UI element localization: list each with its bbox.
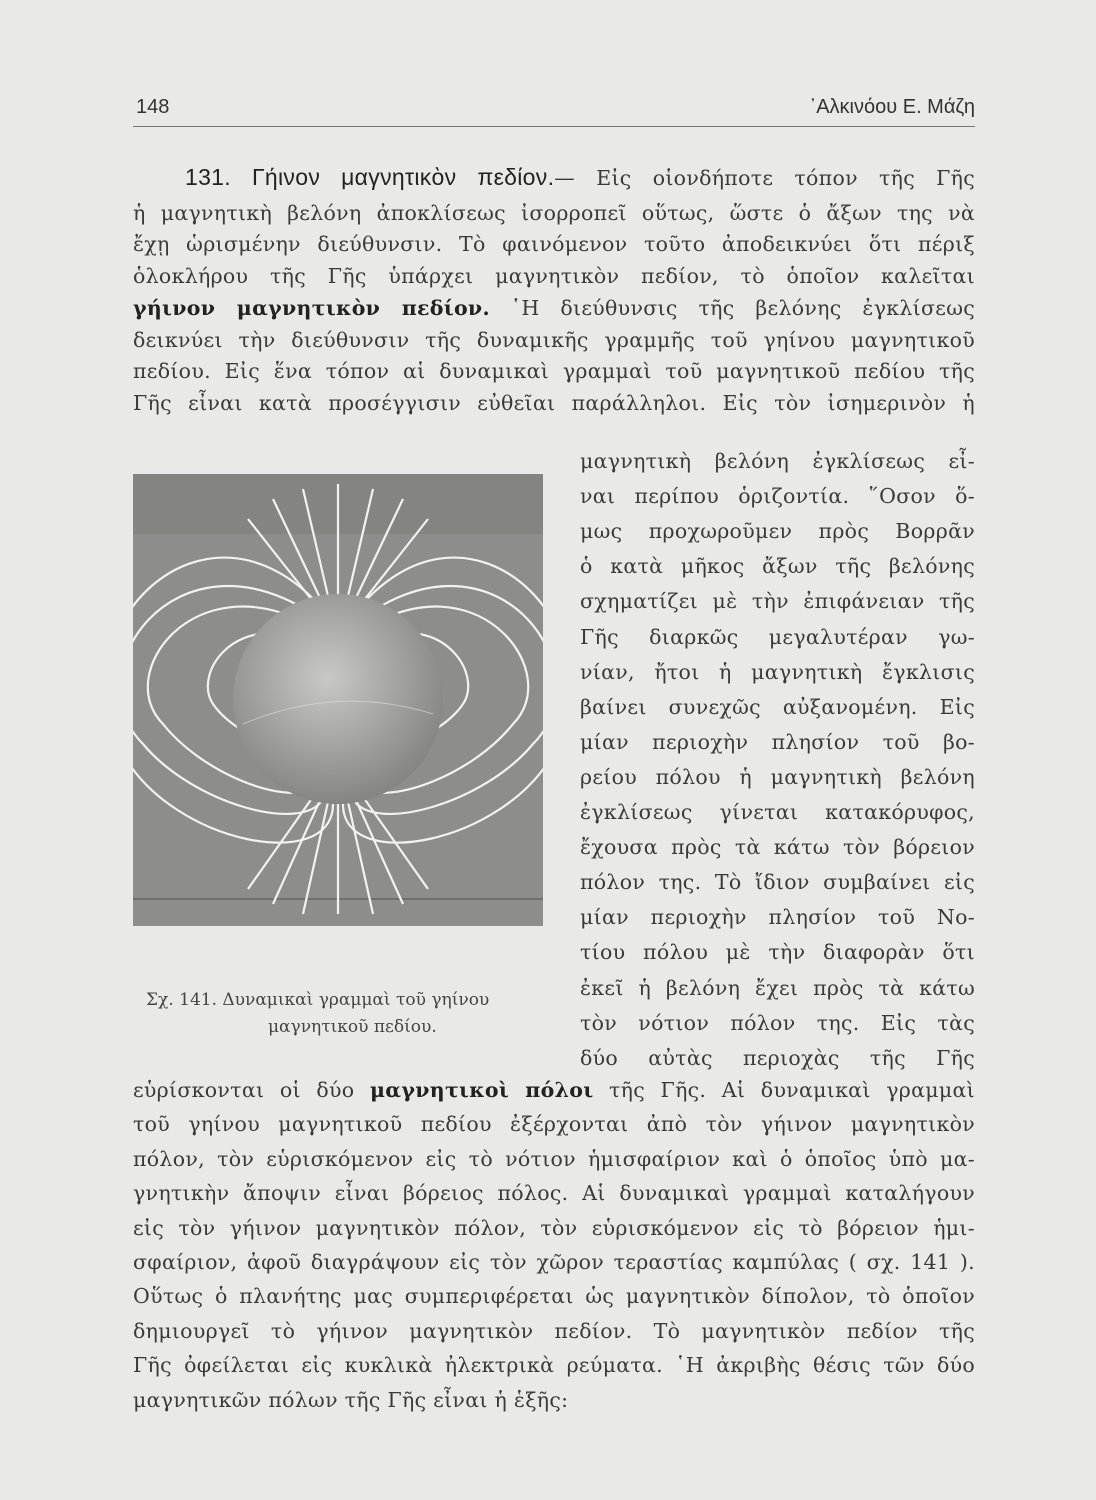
- text-segment: δημιουργεῖ τὸ γήινον μαγνητικὸν πεδίον. Τὸ μαγνητικὸν πεδίον τῆς: [133, 1318, 975, 1343]
- text-segment: ἡ μαγνητικὴ βελόνη ἀποκλίσεως ἰσορροπεῖ οὕτως, ὥστε ὁ ἄξων της νὰ: [133, 200, 975, 225]
- text-line: [133, 1318, 975, 1344]
- text-line: [133, 1146, 975, 1172]
- text-segment: σφαίριον, ἀφοῦ διαγράψουν εἰς τὸν χῶρον τεραστίας καμπύλας ( σχ. 141 ).: [133, 1250, 975, 1274]
- text-segment: — Εἰς οἱονδήποτε τόπον τῆς Γῆς: [554, 166, 976, 190]
- text-segment: ὁλοκλήρου τῆς Γῆς ὑπάρχει μαγνητικὸν πεδίον, τὸ ὁποῖον καλεῖται: [133, 264, 975, 289]
- text-line: βαίνει συνεχῶς αὐξανομένη. Εἰς: [580, 694, 975, 719]
- section-heading: 131. Γήινον μαγνητικὸν πεδίον.: [185, 164, 555, 190]
- text-line: [133, 327, 975, 353]
- text-line: [185, 164, 975, 191]
- text-segment: πόλον, τὸν εὑρισκόμενον εἰς τὸ νότιον ἡμισφαίριον καὶ ὁ ὁποῖος ὑπὸ μα-: [133, 1146, 975, 1171]
- page-number: 148: [136, 96, 170, 118]
- running-header-author: ᾿Αλκινόου Ε. Μάζη: [809, 96, 975, 118]
- text-line: [133, 263, 975, 289]
- text-segment: τῆς Γῆς. Αἱ δυναμικαὶ γραμμαὶ: [593, 1078, 975, 1102]
- text-line: [133, 1215, 975, 1241]
- text-line: ὁ κατὰ μῆκος ἄξων τῆς βελόνης: [580, 554, 975, 579]
- text-segment: γνητικὴν ἄποψιν εἶναι βόρειος πόλος. Αἱ δυναμικαὶ γραμμαὶ καταλήγουν: [133, 1181, 975, 1206]
- text-segment: εὑρίσκονται οἱ δύο: [133, 1078, 370, 1102]
- text-line: μίαν περιοχὴν πλησίον τοῦ βο-: [580, 729, 975, 754]
- text-line: πόλον της. Τὸ ἴδιον συμβαίνει εἰς: [580, 870, 975, 895]
- text-segment: Γῆς εἶναι κατὰ προσέγγισιν εὐθεῖαι παράλληλοι. Εἰς τὸν ἰσημερινὸν ἡ: [133, 390, 975, 415]
- figure-earth-magnetic-field: [133, 474, 543, 926]
- earth-globe: [233, 594, 443, 804]
- figure-caption-line-1: Σχ. 141. Δυναμικαὶ γραμμαὶ τοῦ γηίνου: [146, 990, 490, 1010]
- text-line: Γῆς διαρκῶς μεγαλυτέραν γω-: [580, 624, 975, 649]
- bold-term: μαγνητικοὶ πόλοι: [370, 1078, 594, 1102]
- text-line: τίου πόλου μὲ τὴν διαφορὰν ὅτι: [580, 940, 975, 965]
- text-line: σχηματίζει μὲ τὴν ἐπιφάνειαν τῆς: [580, 589, 975, 614]
- text-line: ναι περίπου ὁριζοντία. ῞Οσον ὅ-: [580, 484, 975, 509]
- text-line: ἐγκλίσεως γίνεται κατακόρυφος,: [580, 800, 975, 824]
- text-line: [133, 1180, 975, 1206]
- text-line: μως προχωροῦμεν πρὸς Βορρᾶν: [580, 519, 975, 544]
- text-line: [133, 1352, 975, 1378]
- text-line: μίαν περιοχὴν πλησίον τοῦ Νο-: [580, 905, 975, 930]
- text-line: [133, 295, 975, 321]
- text-line: [133, 231, 975, 257]
- text-segment: εἰς τὸν γήινον μαγνητικὸν πόλον, τὸν εὑρισκόμενον εἰς τὸ βόρειον ἡμι-: [133, 1215, 975, 1240]
- bold-term: γήινον μαγνητικὸν πεδίον.: [133, 295, 490, 320]
- header-rule: [133, 126, 975, 127]
- text-line: [133, 1387, 975, 1413]
- text-segment: δεικνύει τὴν διεύθυνσιν τῆς δυναμικῆς γραμμῆς τοῦ γηίνου μαγνητικοῦ: [133, 327, 975, 352]
- text-segment: Οὕτως ὁ πλανήτης μας συμπεριφέρεται ὡς μαγνητικὸν δίπολον, τὸ ὁποῖον: [133, 1284, 975, 1309]
- text-segment: μαγνητικῶν πόλων τῆς Γῆς εἶναι ἡ ἑξῆς:: [133, 1387, 569, 1412]
- text-line: [133, 1077, 975, 1103]
- text-line: [133, 1249, 975, 1275]
- text-segment: ῾Η διεύθυνσις τῆς βελόνης ἐγκλίσεως: [489, 295, 975, 320]
- text-segment: πεδίου. Εἰς ἕνα τόπον αἱ δυναμικαὶ γραμμαὶ τοῦ μαγνητικοῦ πεδίου τῆς: [133, 359, 975, 384]
- text-segment: ἔχῃ ὡρισμένην διεύθυνσιν. Τὸ φαινόμενον τοῦτο ἀποδεικνύει ὅτι πέριξ: [133, 232, 975, 257]
- text-line: [133, 1283, 975, 1309]
- figure-caption-line-2: μαγνητικοῦ πεδίου.: [268, 1017, 437, 1037]
- text-line: ἔχουσα πρὸς τὰ κάτω τὸν βόρειον: [580, 835, 975, 860]
- text-segment: Γῆς ὀφείλεται εἰς κυκλικὰ ἠλεκτρικὰ ρεύματα. ῾Η ἀκριβὴς θέσις τῶν δύο: [133, 1353, 975, 1378]
- text-line: τὸν νότιον πόλον της. Εἰς τὰς: [580, 1010, 975, 1035]
- text-line: [133, 390, 975, 416]
- text-line: δύο αὐτὰς περιοχὰς τῆς Γῆς: [580, 1045, 975, 1070]
- text-line: [133, 200, 975, 226]
- text-line: μαγνητικὴ βελόνη ἐγκλίσεως εἶ-: [580, 449, 975, 473]
- text-line: [133, 1111, 975, 1137]
- text-line: ἐκεῖ ἡ βελόνη ἔχει πρὸς τὰ κάτω: [580, 975, 975, 1000]
- text-line: [133, 358, 975, 384]
- text-segment: τοῦ γηίνου μαγνητικοῦ πεδίου ἐξέρχονται ἀπὸ τὸν γήινον μαγνητικὸν: [133, 1112, 975, 1137]
- text-line: νίαν, ἤτοι ἡ μαγνητικὴ ἔγκλισις: [580, 659, 975, 684]
- text-line: ρείου πόλου ἡ μαγνητικὴ βελόνη: [580, 764, 975, 789]
